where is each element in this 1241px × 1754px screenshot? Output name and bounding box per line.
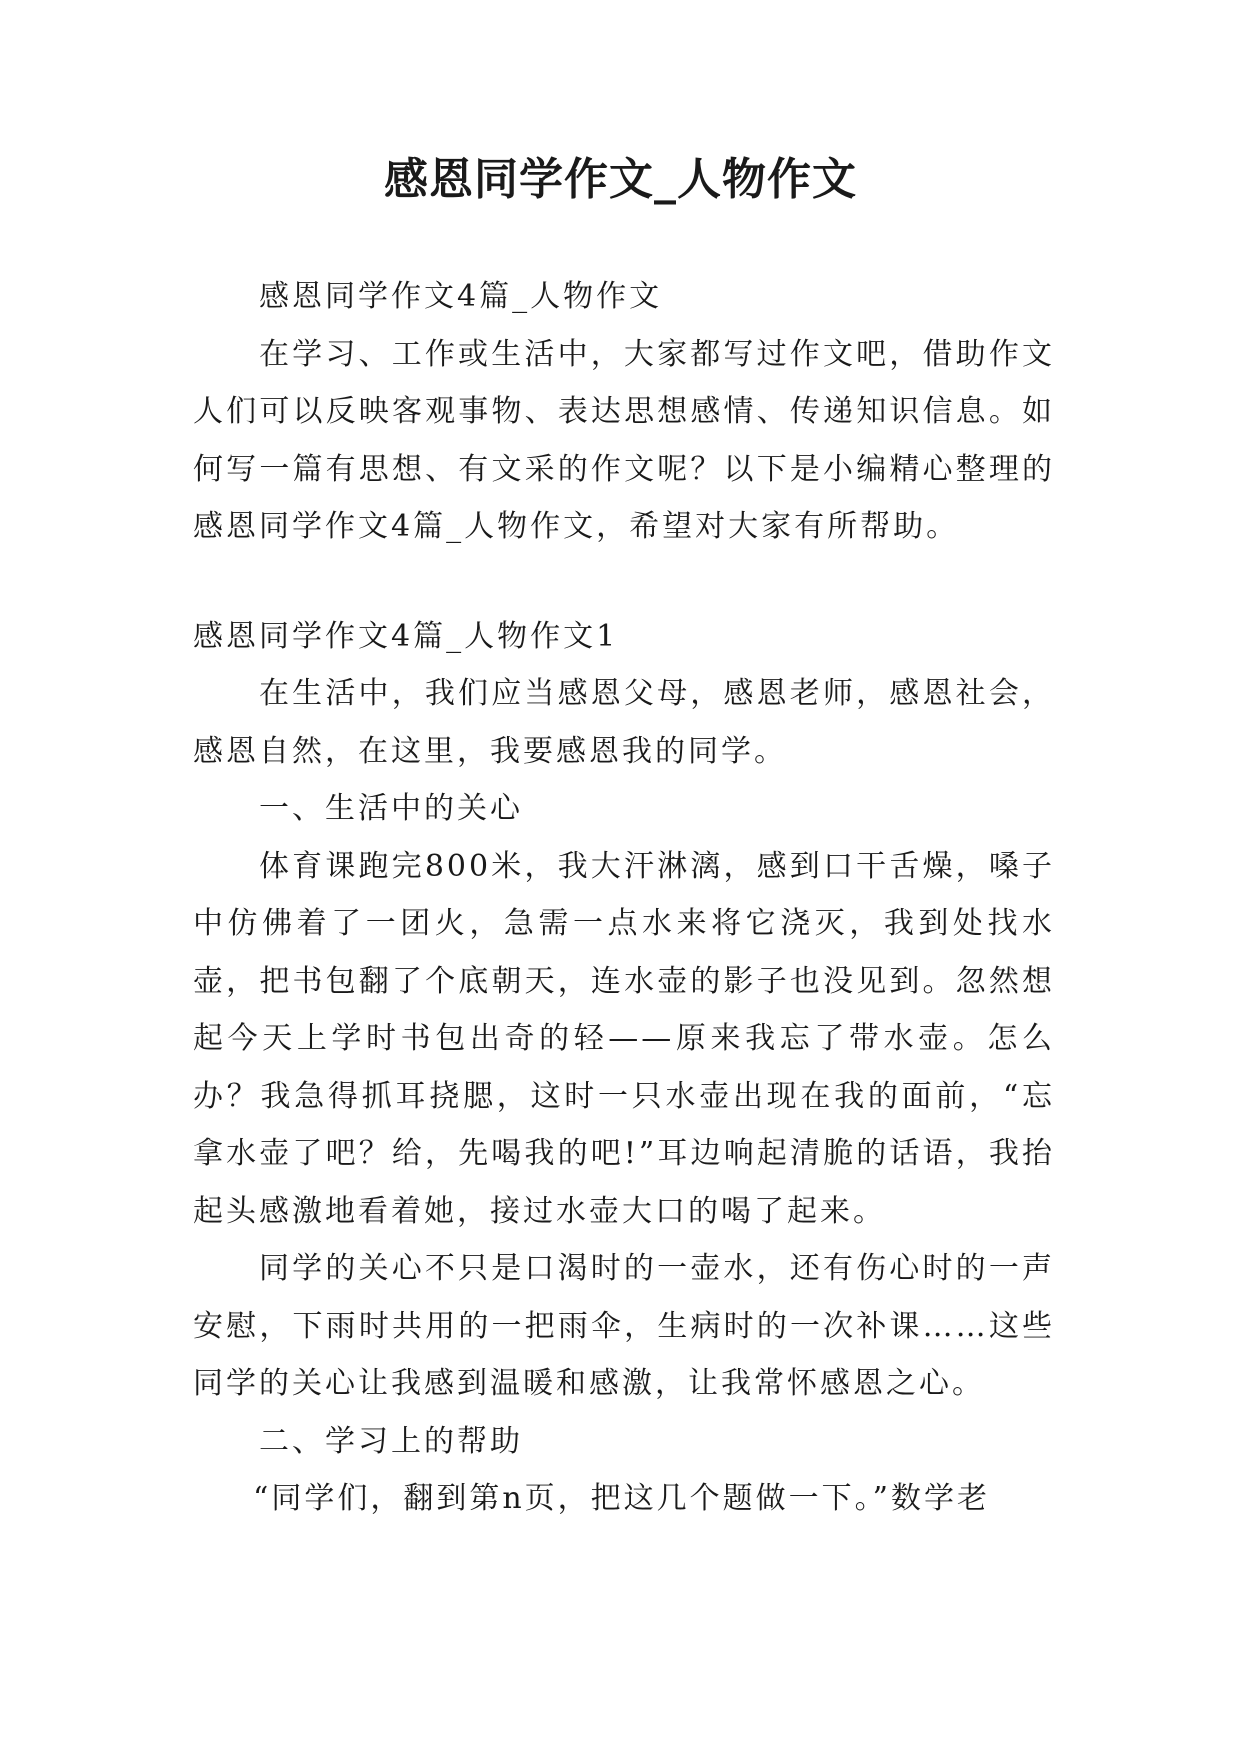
document-body: [193, 268, 1055, 1528]
body-paragraph: “同学们，翻到第n页，把这几个题做一下。”数学老: [253, 1481, 990, 1516]
subheading-help: 二、学习上的帮助: [259, 1423, 523, 1459]
subheading-care: 一、生活中的关心: [259, 791, 523, 826]
article-subtitle: 感恩同学作文4篇_人物作文: [259, 279, 663, 314]
intro-paragraph: 在学习、工作或生活中，大家都写过作文吧，借助作文人们可以反映客观事物、表达思想感情、传递知识信息。如何写一篇有思想、有文采的作文呢？以下是小编精心整理的感恩同学作文4篇_人物作文，希望对大家有所帮助。: [193, 336, 1055, 544]
document-title: 感恩同学作文_人物作文: [384, 154, 857, 205]
section-heading-1: 感恩同学作文4篇_人物作文1: [193, 618, 619, 654]
body-paragraph: 在生活中，我们应当感恩父母，感恩老师，感恩社会，感恩自然，在这里，我要感恩我的同学。: [193, 676, 1055, 769]
body-paragraph: 同学的关心不只是口渴时的一壶水，还有伤心时的一声安慰，下雨时共用的一把雨伞，生病时的一次补课……这些同学的关心让我感到温暖和感激，让我常怀感恩之心。: [193, 1251, 1055, 1401]
body-paragraph: 体育课跑完800米，我大汗淋漓，感到口干舌燥，嗓子中仿佛着了一团火，急需一点水来将它浇灭，我到处找水壶，把书包翻了个底朝天，连水壶的影子也没见到。忽然想起今天上学时书包出奇的轻——原来我忘了带水壶。怎么办？我急得抓耳挠腮，这时一只水壶出现在我的面前，“忘拿水壶了吧？给，先喝我的吧!”耳边响起清脆的话语，我抬起头感激地看着她，接过水壶大口的喝了起来。: [193, 848, 1055, 1229]
